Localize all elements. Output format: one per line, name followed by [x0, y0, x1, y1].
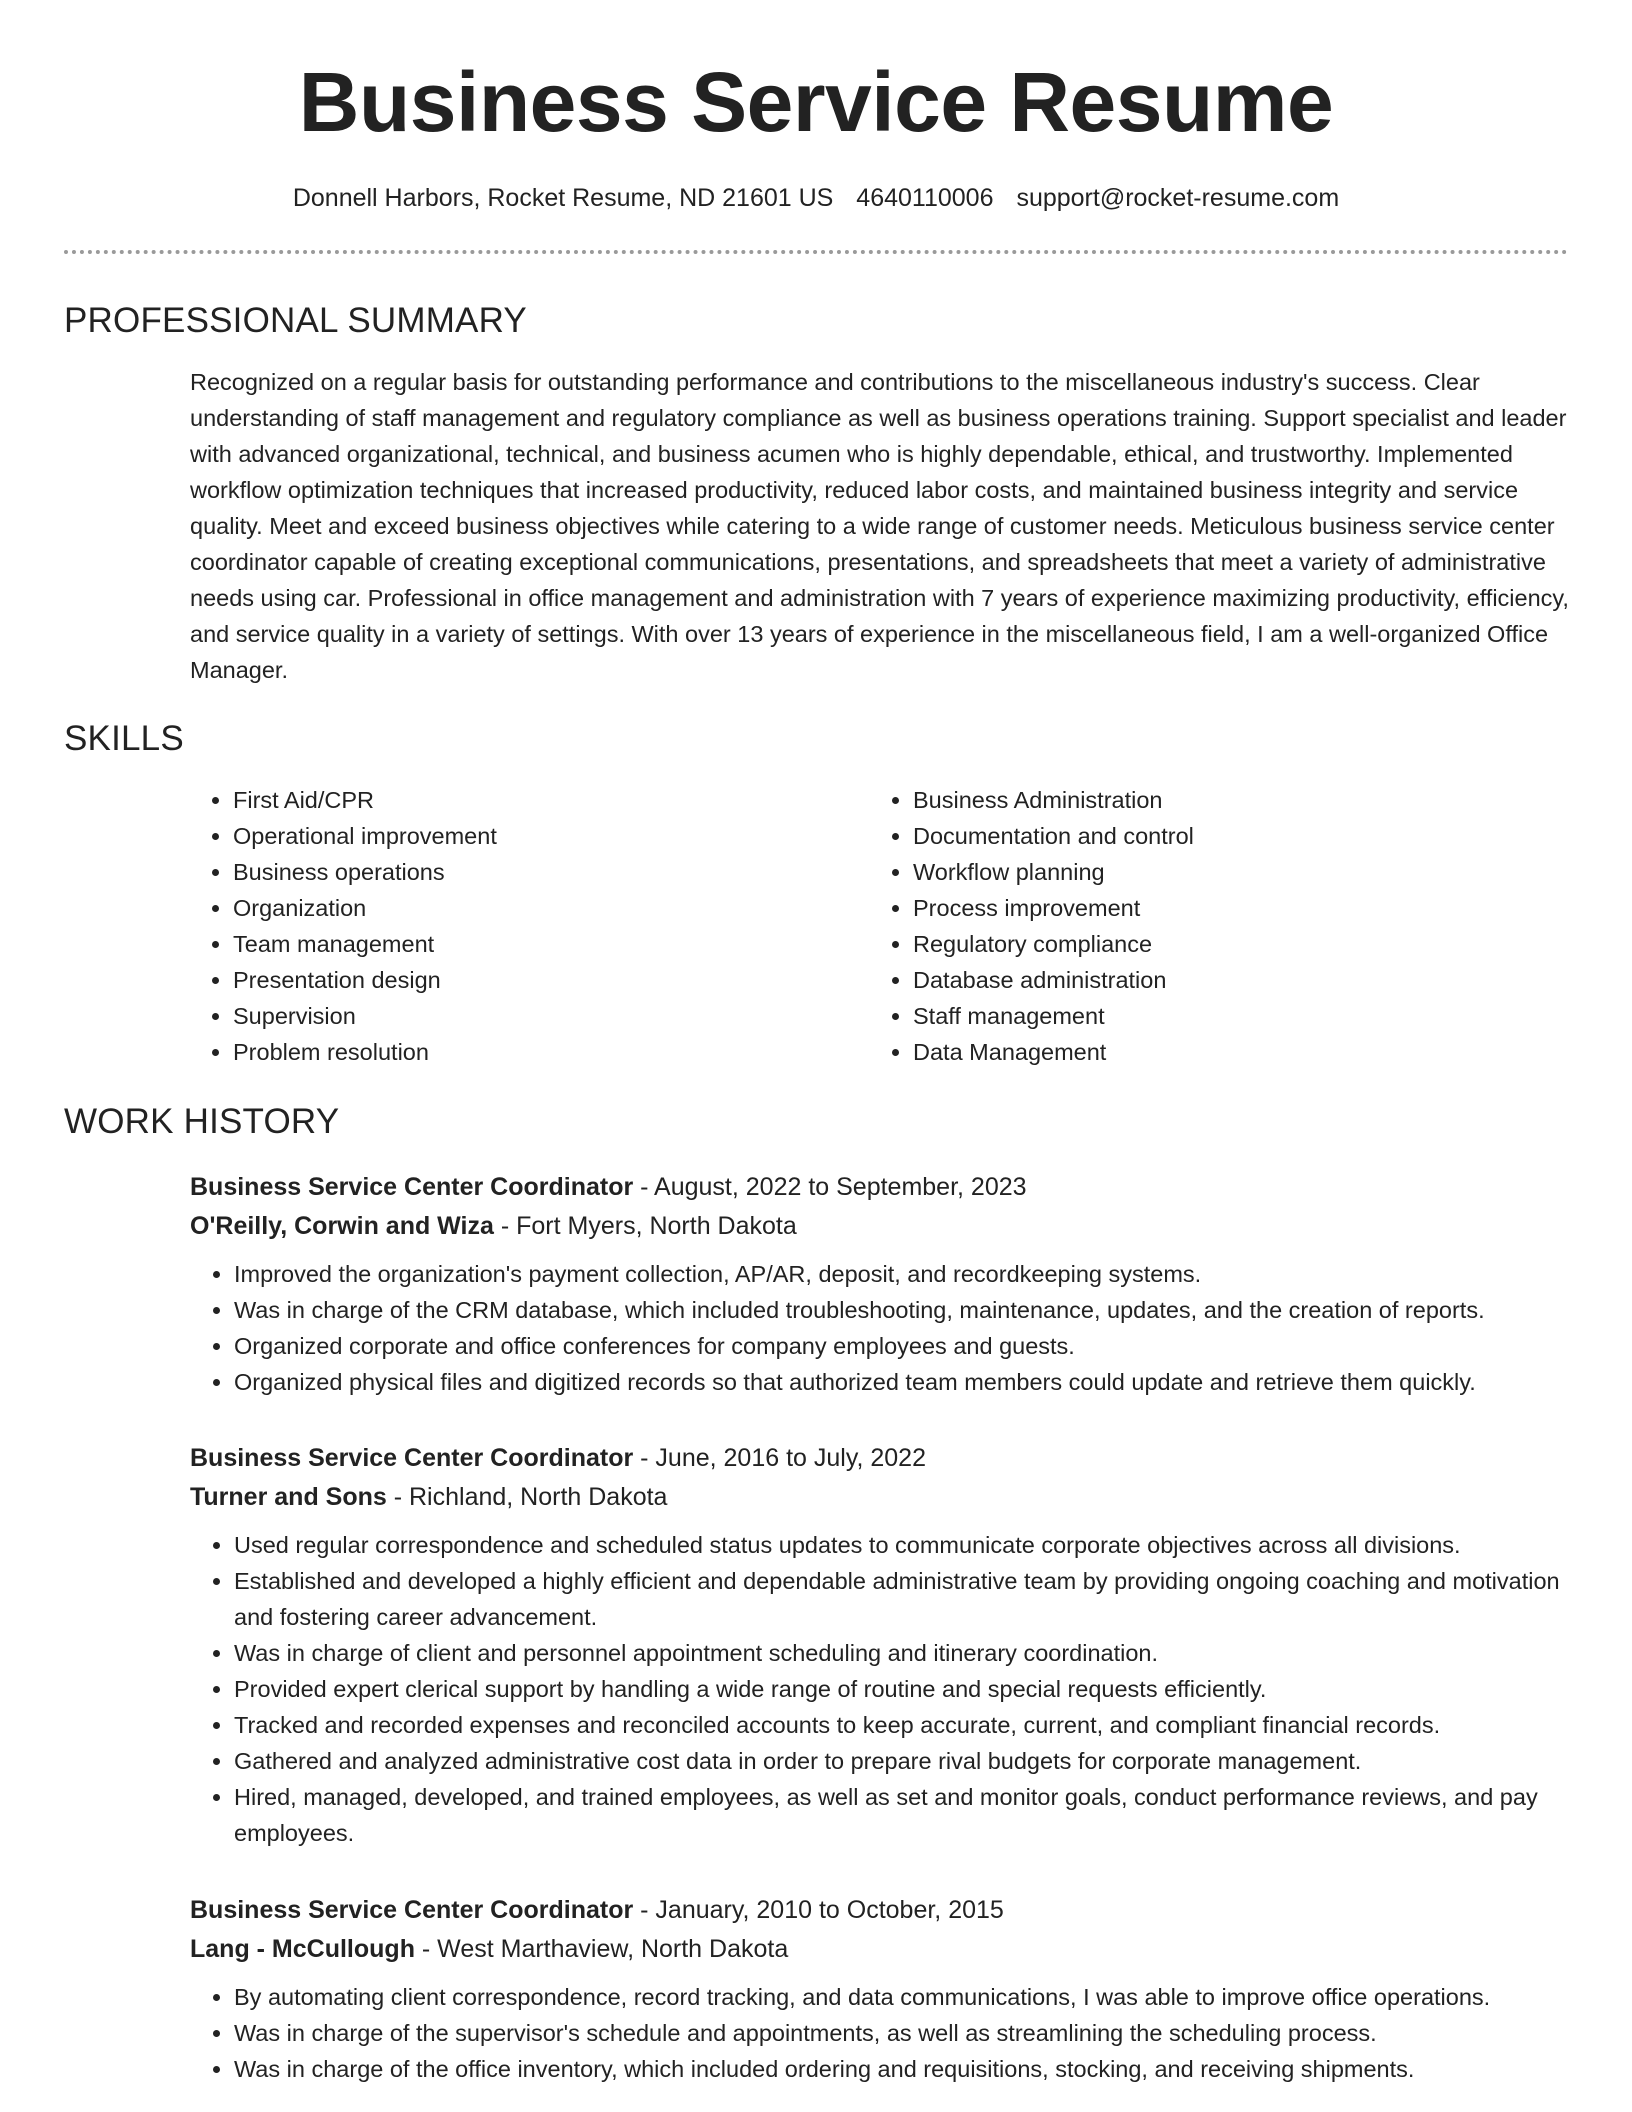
job-bullet: • Provided expert clerical support by handling a wide range of routine and special requests efficiently.: [234, 1671, 1580, 1707]
resume-title: Business Service Resume: [298, 55, 1334, 149]
contact-address: Donnell Harbors, Rocket Resume, ND 21601 US: [292, 184, 834, 212]
job-dates: - June, 2016 to July, 2022: [633, 1444, 926, 1472]
job-bullet: • Tracked and recorded expenses and reconciled accounts to keep accurate, current, and compliant financial records.: [234, 1707, 1580, 1743]
job-bullet: • Was in charge of client and personnel appointment scheduling and itinerary coordination.: [234, 1635, 1580, 1671]
job-location: - Richland, North Dakota: [386, 1483, 668, 1511]
job-bullets: [190, 1979, 1580, 2087]
skill-item: • Workflow planning: [913, 854, 1533, 890]
contact-phone: 4640110006: [856, 184, 994, 212]
job-bullet: • Improved the organization's payment collection, AP/AR, deposit, and recordkeeping systems.: [234, 1256, 1580, 1292]
job-bullet: • Used regular correspondence and scheduled status updates to communicate corporate objectives across all divisions.: [234, 1527, 1580, 1563]
job-entry: [190, 1168, 1580, 1400]
job-title: Business Service Center Coordinator: [190, 1173, 634, 1201]
job-bullet: • Organized corporate and office conferences for company employees and guests.: [234, 1328, 1580, 1364]
job-title: Business Service Center Coordinator: [190, 1896, 634, 1924]
skill-item: • Organization: [233, 890, 853, 926]
skills-list-left: [189, 782, 853, 1070]
job-bullets: [190, 1527, 1580, 1851]
job-title-line: [190, 1168, 1580, 1207]
job-title-line: [190, 1439, 1580, 1478]
job-title-line: [190, 1891, 1580, 1930]
job-dates: - January, 2010 to October, 2015: [633, 1896, 1004, 1924]
job-title: Business Service Center Coordinator: [190, 1444, 634, 1472]
header-divider: [64, 250, 1568, 254]
job-bullet: • Gathered and analyzed administrative cost data in order to prepare rival budgets for corporate management.: [234, 1743, 1580, 1779]
contact-info: [0, 180, 1632, 216]
contact-email: support@rocket-resume.com: [1016, 184, 1340, 212]
job-bullet: • Hired, managed, developed, and trained employees, as well as set and monitor goals, conduct performance reviews, and pay employees.: [234, 1779, 1580, 1851]
job-entry: [190, 1439, 1580, 1851]
skill-item: • Data Management: [913, 1034, 1533, 1070]
job-location: - Fort Myers, North Dakota: [493, 1212, 797, 1240]
job-bullet: • By automating client correspondence, record tracking, and data communications, I was able to improve office operations.: [234, 1979, 1580, 2015]
skill-item: • Problem resolution: [233, 1034, 853, 1070]
summary-heading: PROFESSIONAL SUMMARY: [64, 301, 527, 340]
job-bullet: • Organized physical files and digitized records so that authorized team members could update and retrieve them quickly.: [234, 1364, 1580, 1400]
job-bullet: • Established and developed a highly efficient and dependable administrative team by providing ongoing coaching and motivation and fostering career advancement.: [234, 1563, 1580, 1635]
work-history-heading: WORK HISTORY: [64, 1102, 340, 1141]
skill-item: • Database administration: [913, 962, 1533, 998]
skill-item: • Staff management: [913, 998, 1533, 1034]
job-company-line: [190, 1930, 1580, 1969]
job-company-line: [190, 1207, 1580, 1246]
job-bullet: • Was in charge of the CRM database, which included troubleshooting, maintenance, updates, and the creation of reports.: [234, 1292, 1580, 1328]
skill-item: • Business Administration: [913, 782, 1533, 818]
skill-item: • Operational improvement: [233, 818, 853, 854]
skill-item: • Process improvement: [913, 890, 1533, 926]
job-company: Lang - McCullough: [190, 1935, 415, 1963]
skill-item: • Documentation and control: [913, 818, 1533, 854]
job-location: - West Marthaview, North Dakota: [414, 1935, 789, 1963]
skill-item: • First Aid/CPR: [233, 782, 853, 818]
skill-item: • Business operations: [233, 854, 853, 890]
job-company: O'Reilly, Corwin and Wiza: [190, 1212, 494, 1240]
skill-item: • Team management: [233, 926, 853, 962]
skill-item: • Supervision: [233, 998, 853, 1034]
skills-heading: SKILLS: [64, 719, 184, 758]
job-dates: - August, 2022 to September, 2023: [633, 1173, 1027, 1201]
skill-item: • Presentation design: [233, 962, 853, 998]
job-company: Turner and Sons: [190, 1483, 387, 1511]
skills-list-right: [869, 782, 1533, 1070]
job-bullets: [190, 1256, 1580, 1400]
job-entry: [190, 1891, 1580, 2087]
skill-item: • Regulatory compliance: [913, 926, 1533, 962]
job-bullet: • Was in charge of the office inventory, which included ordering and requisitions, stocking, and receiving shipments.: [234, 2051, 1580, 2087]
job-company-line: [190, 1478, 1580, 1517]
job-bullet: • Was in charge of the supervisor's schedule and appointments, as well as streamlining the scheduling process.: [234, 2015, 1580, 2051]
summary-text: Recognized on a regular basis for outstanding performance and contributions to the miscellaneous industry's success. Clear understanding of staff management and regulatory compliance as well as business operations training. Support specialist and leader with advanced organizational, technical, and business acumen who is highly dependable, ethical, and trustworthy. Implemented workflow optimization techniques that increased productivity, reduced labor costs, and maintained business integrity and service quality. Meet and exceed business objectives while catering to a wide range of customer needs. Meticulous business service center coordinator capable of creating exceptional communications, presentations, and spreadsheets that meet a variety of administrative needs using car. Professional in office management and administration with 7 years of experience maximizing productivity, efficiency, and service quality in a variety of settings. With over 13 years of experience in the miscellaneous field, I am a well-organized Office Manager.: [190, 369, 1569, 683]
